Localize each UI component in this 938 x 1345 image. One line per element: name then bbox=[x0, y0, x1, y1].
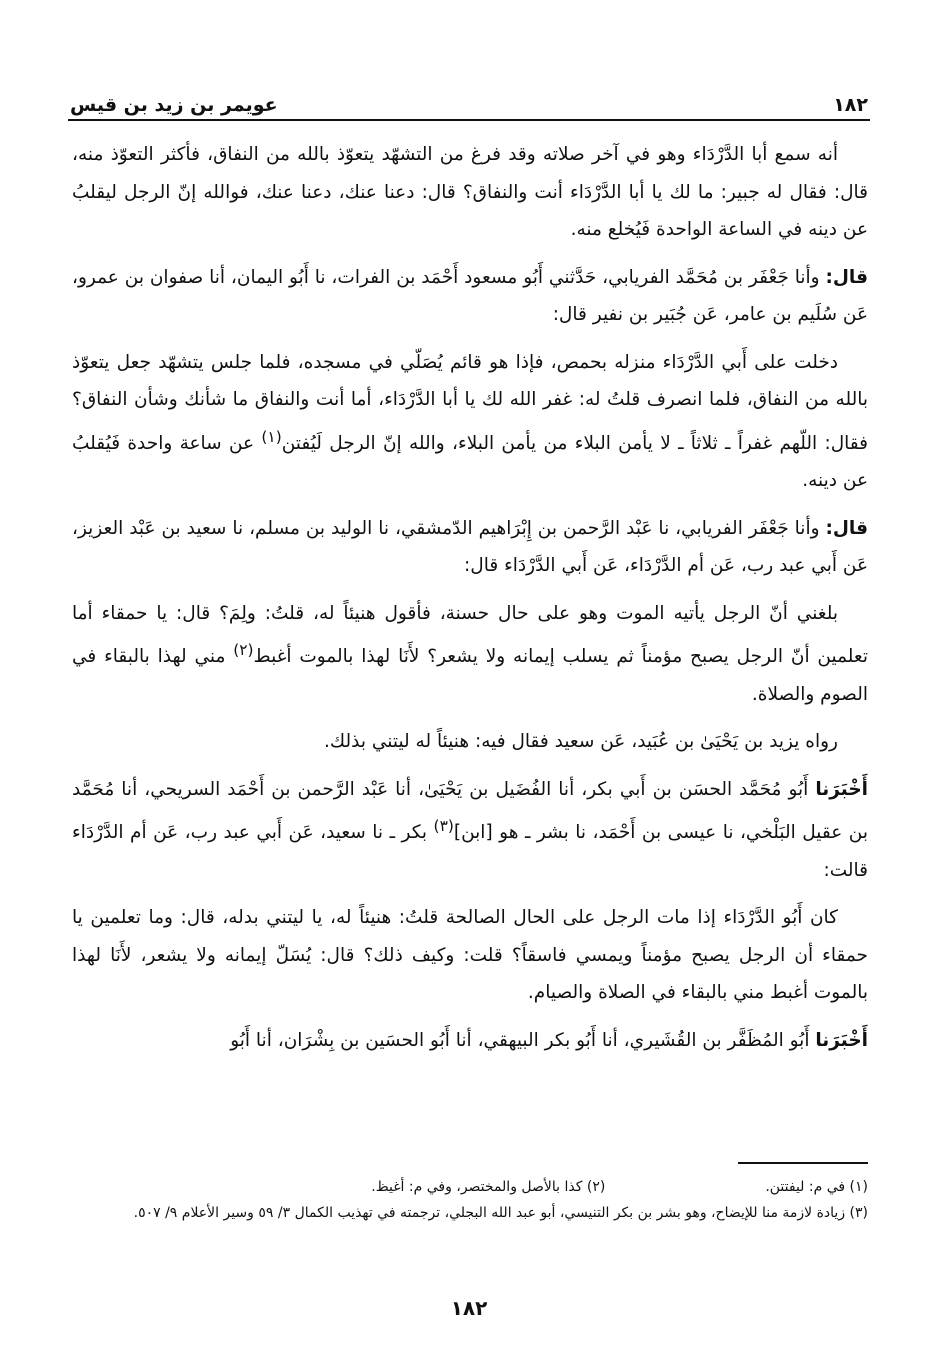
main-text bbox=[72, 136, 868, 1069]
header-rule bbox=[68, 119, 870, 121]
footnote-3: (٣) زيادة لازمة منا للإيضاح، وهو بشر بن بكر التنيسي، أبو عبد الله البجلي، ترجمته في تهذيب الكمال ٣/ ٥٩ وسير الأعلام ٩/ ٥٠٧. bbox=[133, 1205, 868, 1221]
isnad-lead: أَخْبَرَنا bbox=[815, 778, 868, 800]
paragraph-6: رواه يزيد بن يَحْيَىٰ بن عُبَيد، عَن سعيد فقال فيه: هنيئاً له ليتني بذلك. bbox=[324, 731, 838, 753]
isnad-lead: قال: bbox=[825, 266, 868, 288]
isnad-lead: قال: bbox=[825, 517, 868, 539]
paragraph-7: أَخْبَرَنا أَبُو مُحَمَّد الحسَن بن أَبي بكر، أنا الفُضَيل بن يَحْيَىٰ، أنا عَبْد الرَّحمن بن أَحْمَد السريحي، أنا مُحَمَّد بن عقيل البَلْخي، نا عيسى بن أَحْمَد، نا بشر ـ هو [ابن]$^{(٣)}$ بكر ـ نا سعيد، عَن أَبي عبد رب، عَن أم الدَّرْدَاء قالت: bbox=[72, 778, 868, 881]
paragraph-8: كان أَبُو الدَّرْدَاء إذا مات الرجل على الحال الصالحة قلتُ: هنيئاً له، يا ليتني بدله، قال: وما تعلمين يا حمقاء أن الرجل يصبح مؤمناً ويمسي فاسقاً؟ قلت: وكيف ذلك؟ قال: يُسَلّ إيمانه ولا يشعر، لأَنَا لهذا بالموت أغبط مني بالبقاء في الصلاة والصيام. bbox=[72, 907, 868, 1004]
footnotes bbox=[72, 1174, 868, 1226]
header-page-number: ١٨٢ bbox=[833, 94, 868, 116]
running-title: عويمر بن زيد بن قيس bbox=[70, 94, 278, 116]
footnote-2: (٢) كذا بالأصل والمختصر، وفي م: أغيظ. bbox=[371, 1179, 606, 1195]
footnote-ref-2: (٢) bbox=[233, 641, 254, 660]
paragraph-3: دخلت على أَبي الدَّرْدَاء منزله بحمص، فإذا هو قائم يُصَلّي في مسجده، فلما جلس يتشهّد جعل يتعوّذ بالله من النفاق، فلما انصرف قلتُ له: غفر الله لك يا أبا الدَّرْدَاء، أما أنت والنفاق ما شأنك وشأن النفاق؟ فقال: اللّهم غفراً ـ ثلاثاً ـ لا يأمن البلاء من يأمن البلاء، والله إنّ الرجل لَيُفتن$^{(١)}$ عن ساعة واحدة فَيُقلبُ عن دينه. bbox=[72, 351, 868, 492]
footnote-1: (١) في م: ليفتتن. bbox=[765, 1179, 868, 1195]
page-header bbox=[70, 82, 868, 116]
footnote-row bbox=[72, 1174, 868, 1200]
paragraph-4: قال: وأنا جَعْفَر الفريابي، نا عَبْد الرَّحمن بن إِبْرَاهيم الدّمشقي، نا الوليد بن مسلم، نا سعيد بن عَبْد العزيز، عَن أَبي عبد رب، عَن أم الدَّرْدَاء، عَن أَبي الدَّرْدَاء قال: bbox=[72, 517, 868, 577]
paragraph-9: أَخْبَرَنا أَبُو المُظَفَّر بن القُشَيري، أنا أَبُو بكر البيهقي، أنا أَبُو الحسَين بن بِشْرَان، أنا أَبُو bbox=[230, 1029, 868, 1051]
paragraph-1: أنه سمع أبا الدَّرْدَاء وهو في آخر صلاته وقد فرغ من التشهّد يتعوّذ بالله من النفاق، فأكثر التعوّذ منه، قال: فقال له جبير: ما لك يا أبا الدَّرْدَاء أنت والنفاق؟ قال: دعنا عنك، دعنا عنك، فوالله إنّ الرجل ليقلبُ عن دينه في الساعة الواحدة فَيُخلع منه. bbox=[72, 144, 868, 240]
paragraph-5: بلغني أنّ الرجل يأتيه الموت وهو على حال حسنة، فأقول هنيئاً له، قلتُ: ولِمَ؟ قال: يا حمقاء أما تعلمين أنّ الرجل يصبح مؤمناً ثم يسلب إيمانه ولا يشعر؟ لأَنَا لهذا بالموت أغبط$^{(٢)}$ مني لهذا بالبقاء في الصوم والصلاة. bbox=[72, 602, 868, 705]
footnote-rule bbox=[738, 1162, 868, 1164]
footnote-ref-3: (٣) bbox=[433, 817, 454, 836]
footer-page-number: ١٨٢ bbox=[450, 1296, 488, 1320]
isnad-lead: أَخْبَرَنا bbox=[815, 1029, 868, 1051]
footnote-ref-1: (١) bbox=[261, 427, 282, 446]
paragraph-2: قال: وأنا جَعْفَر بن مُحَمَّد الفريابي، حَدَّثني أَبُو مسعود أَحْمَد بن الفرات، نا أَبُو اليمان، أنا صفوان بن عمرو، عَن سُلَيم بن عامر، عَن جُبَير بن نفير قال: bbox=[72, 266, 868, 325]
